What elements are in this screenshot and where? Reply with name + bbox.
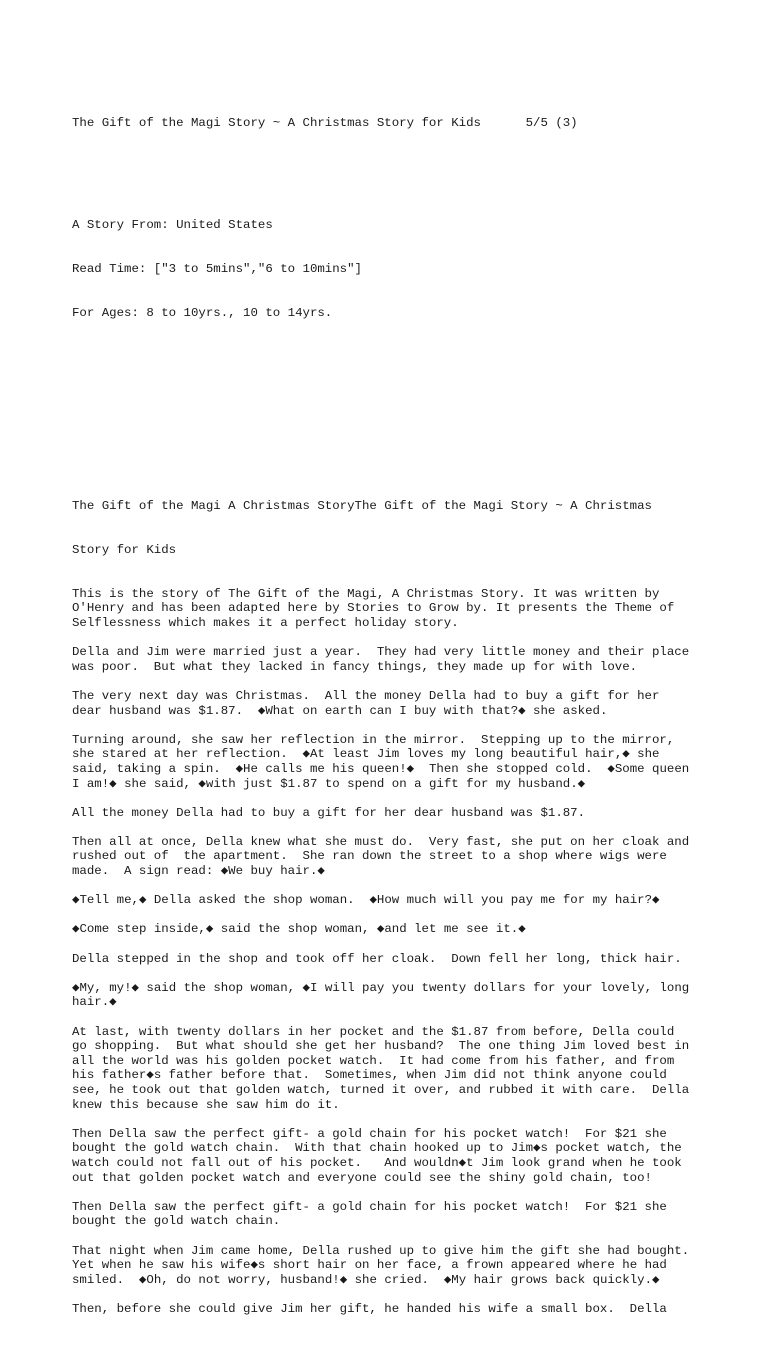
paragraph-line: Then, before she could give Jim her gift, he handed his wife a small box. Della [72,1301,667,1316]
story-paragraph [72,1200,712,1229]
paragraph-line: O'Henry and has been adapted here by Stories to Grow by. It presents the Theme of [72,601,675,616]
story-paragraph [72,952,712,967]
paragraph-line: At last, with twenty dollars in her pocket and the $1.87 from before, Della could [72,1024,675,1039]
paragraph-line: dear husband was $1.87. ◆What on earth can I buy with that?◆ she asked. [72,703,608,718]
paragraph-line: bought the gold watch chain. With that chain hooked up to Jim◆s pocket watch, the [72,1141,682,1156]
paragraph-line: was poor. But what they lacked in fancy things, they made up for with love. [72,659,638,674]
paragraph-line: Then Della saw the perfect gift- a gold chain for his pocket watch! For $21 she [72,1126,667,1141]
paragraph-line: she stared at her reflection. ◆At least Jim loves my long beautiful hair,◆ she [72,747,660,762]
paragraph-line: Selflessness which makes it a perfect holiday story. [72,615,459,630]
paragraph-line: out that golden pocket watch and everyone could see the shiny gold chain, too! [72,1170,652,1185]
document-page [72,72,712,1346]
paragraph-line: Yet when he saw his wife◆s short hair on her face, a frown appeared where he had [72,1258,667,1273]
paragraph-line: The very next day was Christmas. All the money Della had to buy a gift for her [72,688,660,703]
story-paragraph [72,587,712,631]
paragraph-line: ◆Tell me,◆ Della asked the shop woman. ◆How much will you pay me for my hair?◆ [72,893,660,908]
story-origin: A Story From: United States [72,217,273,232]
story-paragraph [72,1244,712,1288]
paragraph-line: Della stepped in the shop and took off her cloak. Down fell her long, thick hair. [72,951,682,966]
paragraph-line: Then Della saw the perfect gift- a gold chain for his pocket watch! For $21 she [72,1199,667,1214]
paragraph-line: watch could not fall out of his pocket. And wouldn◆t Jim look grand when he took [72,1155,682,1170]
paragraph-line: Turning around, she saw her reflection in the mirror. Stepping up to the mirror, [72,732,675,747]
paragraph-line: ◆Come step inside,◆ said the shop woman, ◆and let me see it.◆ [72,922,526,937]
story-paragraph [72,981,712,1010]
story-paragraph [72,645,712,674]
paragraph-line: go shopping. But what should she get her husband? The one thing Jim loved best in [72,1039,690,1054]
paragraph-line: rushed out of the apartment. She ran down the street to a shop where wigs were [72,849,667,864]
document-title-line: The Gift of the Magi Story ~ A Christmas Story for Kids 5/5 (3) [72,115,578,130]
paragraph-line: said, taking a spin. ◆He calls me his queen!◆ Then she stopped cold. ◆Some queen [72,761,690,776]
paragraph-line: I am!◆ she said, ◆with just $1.87 to spend on a gift for my husband.◆ [72,776,586,791]
story-heading-line: Story for Kids [72,543,177,557]
age-range: For Ages: 8 to 10yrs., 10 to 14yrs. [72,305,333,320]
story-paragraph [72,893,712,908]
paragraph-line: That night when Jim came home, Della rushed up to give him the gift she had bought. [72,1243,690,1258]
paragraph-line: This is the story of The Gift of the Magi, A Christmas Story. It was written by [72,586,660,601]
read-time: Read Time: ["3 to 5mins","6 to 10mins"] [72,261,362,276]
story-paragraph [72,1127,712,1185]
story-paragraph [72,689,712,718]
paragraph-line: Then all at once, Della knew what she must do. Very fast, she put on her cloak and [72,834,690,849]
paragraph-line: knew this because she saw him do it. [72,1097,340,1112]
story-paragraph [72,733,712,791]
paragraph-line: Della and Jim were married just a year. They had very little money and their place [72,645,690,660]
paragraph-line: ◆My, my!◆ said the shop woman, ◆I will pay you twenty dollars for your lovely, long [72,980,690,995]
story-paragraph [72,1025,712,1113]
paragraph-line: All the money Della had to buy a gift for her dear husband was $1.87. [72,805,586,820]
paragraph-line: hair.◆ [72,995,117,1010]
paragraph-line: smiled. ◆Oh, do not worry, husband!◆ she cried. ◆My hair grows back quickly.◆ [72,1272,660,1287]
story-heading-line: The Gift of the Magi A Christmas StoryThe Gift of the Magi Story ~ A Christmas [72,499,652,514]
story-paragraph [72,1302,712,1317]
story-body [72,470,712,1316]
paragraph-line: bought the gold watch chain. [72,1214,281,1229]
paragraph-line: all the world was his golden pocket watch. It had come from his father, and from [72,1053,675,1068]
story-paragraph [72,835,712,879]
story-paragraph [72,922,712,937]
paragraph-line: his father◆s father before that. Sometimes, when Jim did not think anyone could [72,1068,667,1083]
paragraph-line: see, he took out that golden watch, turned it over, and rubbed it with care. Della [72,1082,690,1097]
paragraph-line: made. A sign read: ◆We buy hair.◆ [72,864,325,879]
story-paragraph [72,806,712,821]
